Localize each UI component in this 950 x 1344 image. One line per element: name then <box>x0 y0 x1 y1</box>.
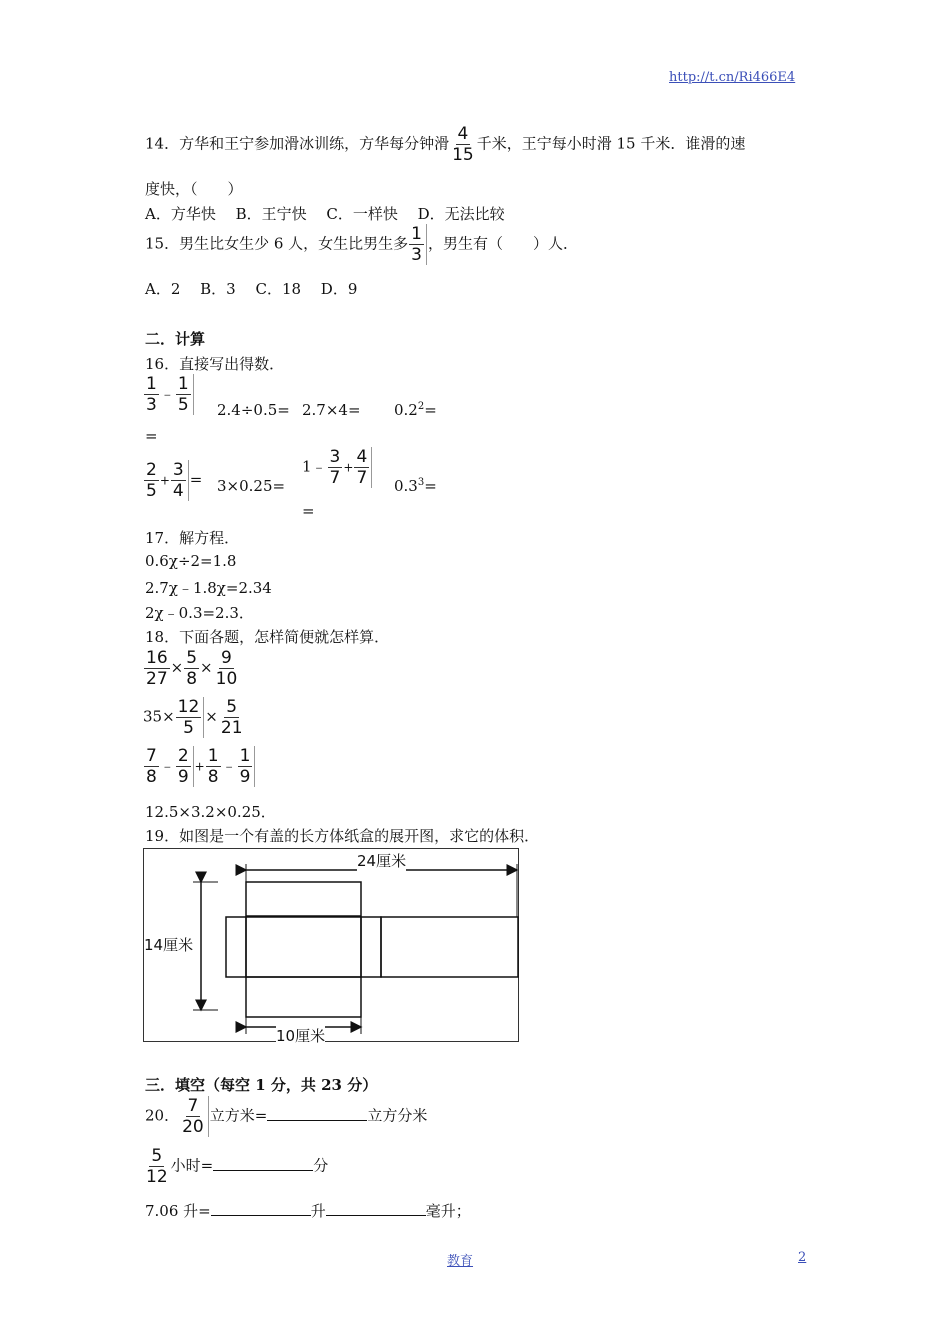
q16-e5-frac-a <box>144 460 159 501</box>
q20-l1-text-b: 立方分米 <box>367 1106 428 1125</box>
frac-num: 16 <box>146 648 168 668</box>
q16-expr-1 <box>143 374 195 415</box>
frac-den: 5 <box>146 481 157 501</box>
answer-blank[interactable] <box>213 1156 313 1171</box>
operator: × <box>200 658 213 677</box>
q20-frac-2 <box>144 1146 170 1187</box>
q18-expr-1 <box>143 648 240 689</box>
q14-fraction <box>450 124 476 165</box>
operator: + <box>343 460 354 475</box>
frac-den: 5 <box>183 718 194 738</box>
q18-expr-3 <box>143 746 256 787</box>
q16-expr-6: 3×0.25= <box>217 477 286 495</box>
frac-num: 1 <box>239 746 251 766</box>
box-net-svg <box>143 848 519 1042</box>
frac-den: 21 <box>220 718 243 738</box>
frac-num: 5 <box>226 697 238 717</box>
q17-equation-2: 2.7χ﹣1.8χ=2.34 <box>145 579 272 597</box>
q16-title: 16．直接写出得数． <box>145 355 285 373</box>
operator: + <box>159 473 170 488</box>
q16-expr-8 <box>394 477 437 495</box>
frac-num: 1 <box>207 746 219 766</box>
frac-num: 4 <box>356 447 368 467</box>
q15-options: A．2 B．3 C．18 D．9 <box>145 280 358 298</box>
q20-l3-text-c: 毫升； <box>425 1202 471 1220</box>
section-2-title: 二．计算 <box>145 330 206 348</box>
q17-title: 17．解方程． <box>145 529 240 547</box>
exponent: 2 <box>417 401 425 412</box>
q15-prefix: 15．男生比女生少 6 人，女生比男生多 <box>145 234 409 253</box>
frac-num: 3 <box>172 460 184 480</box>
answer-blank[interactable] <box>211 1201 311 1216</box>
q16-expr-4 <box>394 401 437 419</box>
q16-e1-frac-b <box>176 374 194 415</box>
q14-frac-num: 4 <box>457 124 469 144</box>
section-3-title: 三．填空（每空 1 分，共 23 分） <box>145 1076 378 1094</box>
q14-frac-den: 15 <box>452 145 474 165</box>
q17-equation-3: 2χ﹣0.3=2.3． <box>145 604 254 622</box>
footer-center-link[interactable]: 教育 <box>447 1254 474 1269</box>
q20-frac-1 <box>180 1096 209 1137</box>
frac-num: 2 <box>177 746 189 766</box>
label-10cm: 10厘米 <box>276 1027 326 1045</box>
q16-e5-frac-b <box>171 460 189 501</box>
label-14cm: 14厘米 <box>144 936 194 954</box>
q20-l3-text-b: 升 <box>310 1202 326 1220</box>
question-15 <box>145 224 578 265</box>
operator: ﹣ <box>221 756 237 775</box>
frac-num: 1 <box>146 374 157 394</box>
frac-c <box>214 648 240 689</box>
frac-num: 5 <box>186 648 198 668</box>
frac-num: 9 <box>221 648 232 668</box>
answer-blank[interactable] <box>267 1106 367 1121</box>
frac-b <box>184 648 199 689</box>
answer-blank[interactable] <box>326 1201 426 1216</box>
operator: × <box>205 707 218 726</box>
base: 0.2 <box>394 401 418 419</box>
frac-den: 8 <box>146 767 157 787</box>
q16-e1-frac-a <box>144 374 159 415</box>
frac-num: 12 <box>177 697 200 717</box>
frac-num: 5 <box>151 1146 163 1166</box>
q20-l1-text-a: 立方米= <box>209 1106 268 1125</box>
frac-c <box>206 746 221 787</box>
operator: × <box>170 658 184 677</box>
q16-expr-3: 2.7×4= <box>302 401 361 419</box>
q14-suffix: 千米，王宁每小时滑 15 千米．谁滑的速 <box>476 134 746 153</box>
prefix: 35× <box>143 707 175 726</box>
q16-e1-equals: = <box>145 427 158 445</box>
operator: ﹣ <box>159 384 175 403</box>
frac-num: 2 <box>146 460 157 480</box>
q15-frac-den: 3 <box>411 245 422 265</box>
q19-title: 19．如图是一个有盖的长方体纸盒的展开图，求它的体积． <box>145 827 540 845</box>
frac-den: 5 <box>177 395 189 415</box>
q20-line-1 <box>145 1096 427 1137</box>
q20-line-3 <box>145 1200 471 1221</box>
equals: = <box>189 470 203 489</box>
header-url-link[interactable]: http://t.cn/Ri466E4 <box>669 70 796 85</box>
q18-expr-2 <box>143 697 246 738</box>
q20-l3-text-a: 7.06 升= <box>145 1202 211 1220</box>
frac-d <box>238 746 256 787</box>
q20-l2-text-a: 小时= <box>170 1156 214 1175</box>
q15-suffix: ，男生有（ ）人． <box>428 234 579 253</box>
equals: = <box>424 477 437 495</box>
frac-b <box>176 746 194 787</box>
q15-fraction <box>409 224 427 265</box>
q16-expr-7 <box>302 447 373 488</box>
frac-den: 20 <box>182 1117 204 1137</box>
label-24cm: 24厘米 <box>357 852 407 870</box>
frac-den: 12 <box>146 1167 168 1187</box>
q16-expr-5 <box>143 460 202 501</box>
base: 0.3 <box>394 477 418 495</box>
frac-a <box>144 746 159 787</box>
q17-equation-1: 0.6χ÷2=1.8 <box>145 552 237 570</box>
frac-den: 7 <box>356 468 368 488</box>
frac-den: 8 <box>186 669 198 689</box>
q15-frac-num: 1 <box>411 224 422 244</box>
prefix: 1﹣ <box>302 457 327 476</box>
q18-title: 18．下面各题，怎样简便就怎样算． <box>145 628 390 646</box>
equals: = <box>424 401 437 419</box>
q20-l2-text-b: 分 <box>313 1156 329 1175</box>
frac-den: 3 <box>146 395 157 415</box>
page-number-link[interactable]: 2 <box>798 1250 807 1265</box>
operator: + <box>194 759 205 774</box>
frac-den: 8 <box>207 767 219 787</box>
operator: ﹣ <box>159 756 175 775</box>
q16-e7-frac-b <box>354 447 372 488</box>
frac-den: 10 <box>215 669 238 689</box>
q16-e7-frac-a <box>328 447 343 488</box>
frac-num: 1 <box>177 374 189 394</box>
frac-num: 3 <box>329 447 341 467</box>
frac-num: 7 <box>187 1096 199 1116</box>
frac-a <box>176 697 205 738</box>
question-14 <box>145 124 745 165</box>
frac-a <box>144 648 170 689</box>
q14-line2: 度快，（ ） <box>145 180 243 198</box>
frac-den: 9 <box>177 767 189 787</box>
frac-num: 7 <box>146 746 157 766</box>
q16-expr-2: 2.4÷0.5= <box>217 401 290 419</box>
q20-prefix: 20． <box>145 1106 180 1125</box>
frac-den: 4 <box>172 481 184 501</box>
frac-b <box>219 697 245 738</box>
q20-line-2 <box>143 1146 328 1187</box>
q19-box-net-diagram <box>143 848 519 1045</box>
q14-options: A．方华快 B．王宁快 C．一样快 D．无法比较 <box>145 205 505 223</box>
q14-prefix: 14．方华和王宁参加滑冰训练，方华每分钟滑 <box>145 134 450 153</box>
frac-den: 27 <box>146 669 168 689</box>
exponent: 3 <box>417 477 425 488</box>
q16-e7-equals: = <box>302 502 315 520</box>
frac-den: 7 <box>329 468 341 488</box>
q18-expr-4: 12.5×3.2×0.25． <box>145 803 276 821</box>
frac-den: 9 <box>239 767 251 787</box>
